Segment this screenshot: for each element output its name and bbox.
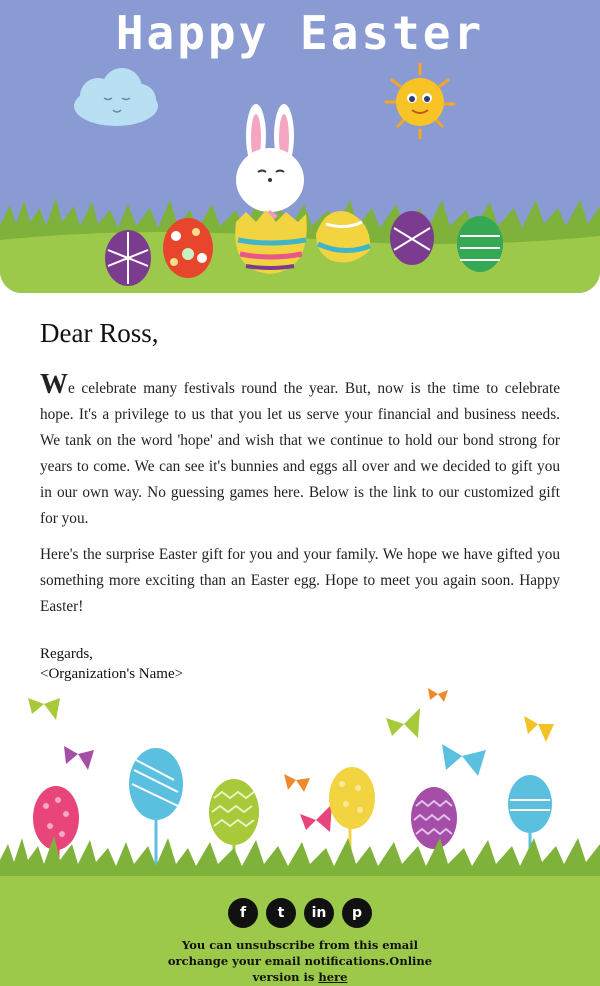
twitter-icon[interactable]: t <box>266 898 296 928</box>
hero-banner <box>0 0 600 293</box>
green-zigzag-egg-icon <box>209 779 259 845</box>
facebook-icon[interactable]: f <box>228 898 258 928</box>
regards-text: Regards, <box>40 646 93 662</box>
purple-egg-icon <box>105 230 151 286</box>
paragraph-1-text: e celebrate many festivals round the year. But, now is the time to celebrate hope. It's a privilege to us that you let us serve your financial and business needs. We tank on the word 'hope' and wish that we continue to hold our bond strong for years to come. We can see it's bunnies and eggs all over and we decided to gift you in our own way. No guessing games here. Below is the link to our customized gift for you. <box>40 380 560 527</box>
organization-name: <Organization's Name> <box>40 666 184 682</box>
social-icons <box>0 898 600 928</box>
teal-egg-icon <box>508 775 552 833</box>
footer-text <box>150 937 450 985</box>
butterfly-icon <box>428 688 448 702</box>
letter-content <box>40 318 560 684</box>
violet-egg-icon <box>390 211 434 265</box>
butterfly-icon <box>442 744 486 776</box>
paragraph-1 <box>40 369 560 532</box>
red-egg-icon <box>163 218 213 278</box>
purple-zigzag-egg-icon <box>411 787 457 849</box>
green-egg-icon <box>457 216 503 272</box>
hero-title: Happy Easter <box>115 6 485 60</box>
online-version-link[interactable]: here <box>318 970 348 984</box>
yellow-egg-icon <box>329 767 375 829</box>
butterfly-icon <box>64 746 94 770</box>
unsubscribe-text: You can unsubscribe from this email orchange your email notifications.Online version is <box>167 938 433 984</box>
butterfly-icon <box>300 804 332 832</box>
butterfly-icon <box>524 716 554 742</box>
greeting: Dear Ross, <box>40 318 159 348</box>
butterfly-icon <box>28 698 60 720</box>
pinterest-icon[interactable]: p <box>342 898 372 928</box>
drop-cap: W <box>40 369 68 400</box>
pink-egg-icon <box>33 786 79 850</box>
linkedin-icon[interactable]: in <box>304 898 334 928</box>
butterfly-icon <box>386 708 420 738</box>
signoff <box>40 644 560 684</box>
paragraph-2: Here's the surprise Easter gift for you and your family. We hope we have gifted you something more exciting than an Easter egg. Hope to meet you again soon. Happy Easter! <box>40 546 560 615</box>
butterfly-icon <box>284 774 310 792</box>
blue-egg-icon <box>129 748 183 820</box>
